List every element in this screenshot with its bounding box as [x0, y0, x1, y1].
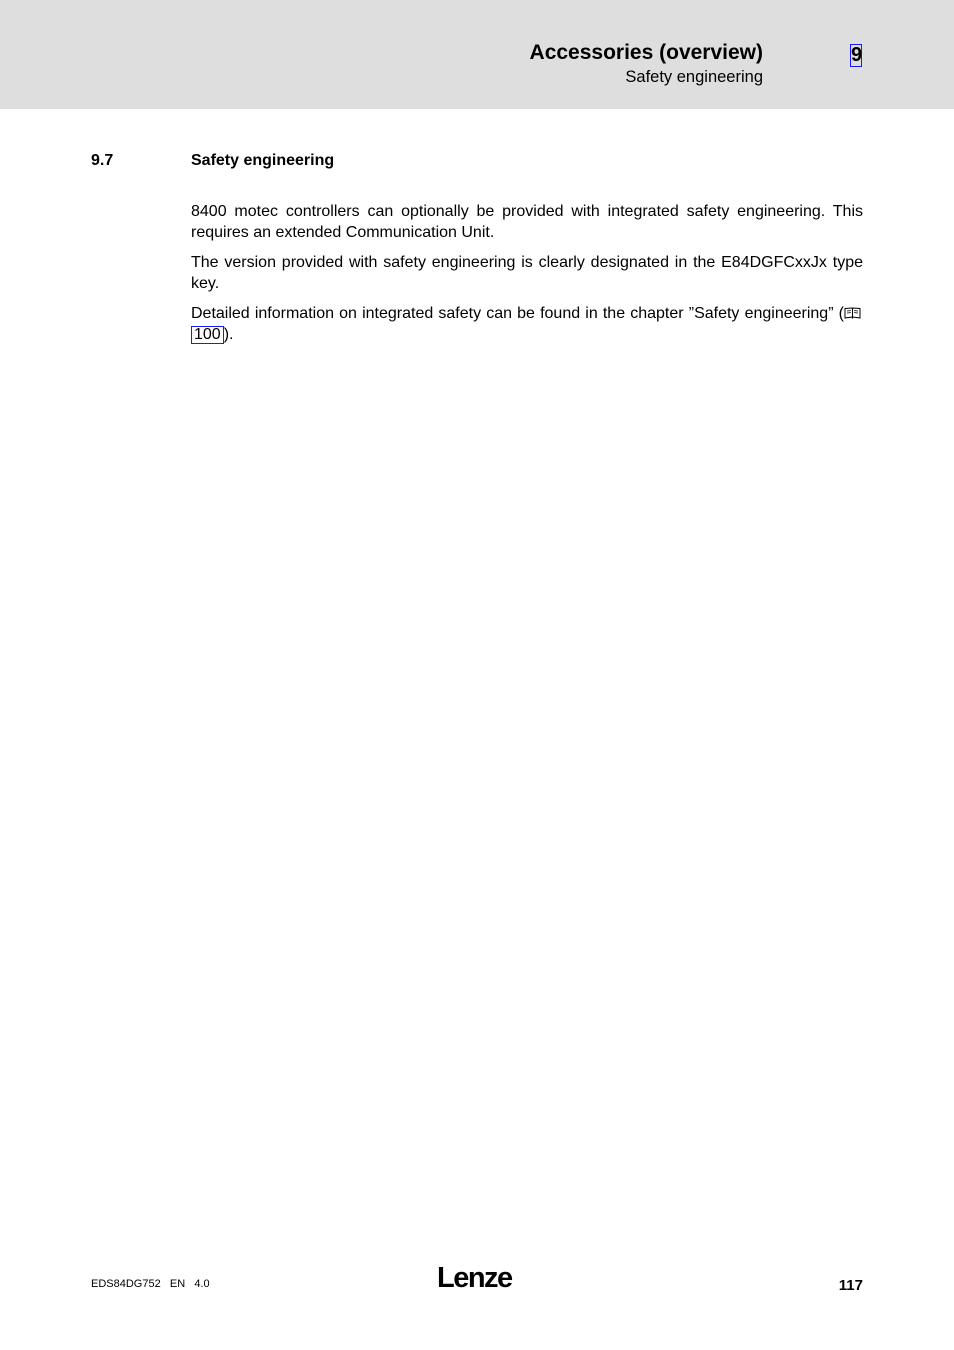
paragraph: The version provided with safety engineering is clearly designated in the E84DGFCxxJx type key. — [191, 254, 863, 292]
body-text — [191, 201, 863, 354]
page-number: 117 — [838, 1277, 863, 1294]
page-reference-link[interactable]: 100 — [191, 326, 224, 344]
paragraph-with-reference — [191, 303, 863, 345]
document-id: EDS84DG752 EN 4.0 — [91, 1278, 210, 1290]
lenze-logo: Lenze — [437, 1262, 512, 1294]
section-heading: Safety engineering — [191, 152, 335, 169]
section-number: 9.7 — [91, 152, 114, 169]
chapter-number-link[interactable]: 9 — [851, 44, 863, 66]
section-subtitle: Safety engineering — [625, 68, 763, 86]
book-icon — [844, 304, 861, 316]
paragraph: 8400 motec controllers can optionally be provided with integrated safety engineering. This requires an extended Communication Unit. — [191, 203, 863, 241]
header-band — [0, 0, 954, 109]
paragraph-text: Detailed information on integrated safety can be found in the chapter ”Safety engineering” ( — [191, 305, 844, 322]
chapter-title: Accessories (overview) — [529, 41, 763, 64]
paragraph-text-end: ). — [223, 326, 234, 343]
